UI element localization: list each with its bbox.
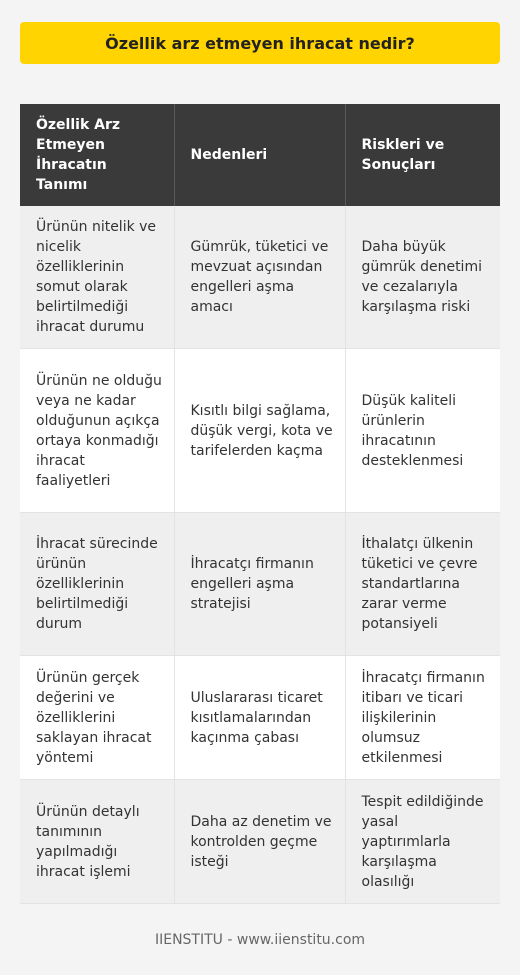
table-row — [20, 206, 500, 349]
table-cell-risks: İhracatçı firmanın itibarı ve ticari ilişkilerinin olumsuz etkilenmesi — [345, 656, 500, 780]
table-cell-reasons: Kısıtlı bilgi sağlama, düşük vergi, kota ve tarifelerden kaçma — [174, 349, 345, 513]
table-cell-definition: Ürünün ne olduğu veya ne kadar olduğunun açıkça ortaya konmadığı ihracat faaliyetleri — [20, 349, 174, 513]
table-row — [20, 349, 500, 513]
table-cell-risks: Düşük kaliteli ürünlerin ihracatının desteklenmesi — [345, 349, 500, 513]
column-header-reasons: Nedenleri — [174, 104, 345, 206]
table-cell-reasons: Gümrük, tüketici ve mevzuat açısından engelleri aşma amacı — [174, 206, 345, 349]
table-cell-definition: Ürünün gerçek değerini ve özelliklerini saklayan ihracat yöntemi — [20, 656, 174, 780]
page-title: Özellik arz etmeyen ihracat nedir? — [20, 22, 500, 64]
table-row — [20, 656, 500, 780]
table-cell-definition: İhracat sürecinde ürünün özelliklerinin belirtilmediği durum — [20, 513, 174, 656]
footer-credit: IIENSTITU - www.iienstitu.com — [154, 932, 366, 948]
column-header-risks: Riskleri ve Sonuçları — [345, 104, 500, 206]
table-cell-definition: Ürünün detaylı tanımının yapılmadığı ihracat işlemi — [20, 780, 174, 904]
comparison-table — [20, 104, 500, 904]
table-cell-risks: İthalatçı ülkenin tüketici ve çevre standartlarına zarar verme potansiyeli — [345, 513, 500, 656]
table-cell-definition: Ürünün nitelik ve nicelik özelliklerinin somut olarak belirtilmediği ihracat durumu — [20, 206, 174, 349]
table-cell-reasons: Uluslararası ticaret kısıtlamalarından kaçınma çabası — [174, 656, 345, 780]
table-header-row — [20, 104, 500, 206]
table-row — [20, 780, 500, 904]
table-cell-risks: Tespit edildiğinde yasal yaptırımlarla karşılaşma olasılığı — [345, 780, 500, 904]
table-cell-reasons: Daha az denetim ve kontrolden geçme isteği — [174, 780, 345, 904]
table-cell-risks: Daha büyük gümrük denetimi ve cezalarıyla karşılaşma riski — [345, 206, 500, 349]
table-cell-reasons: İhracatçı firmanın engelleri aşma stratejisi — [174, 513, 345, 656]
table-row — [20, 513, 500, 656]
column-header-definition: Özellik Arz Etmeyen İhracatın Tanımı — [20, 104, 174, 206]
